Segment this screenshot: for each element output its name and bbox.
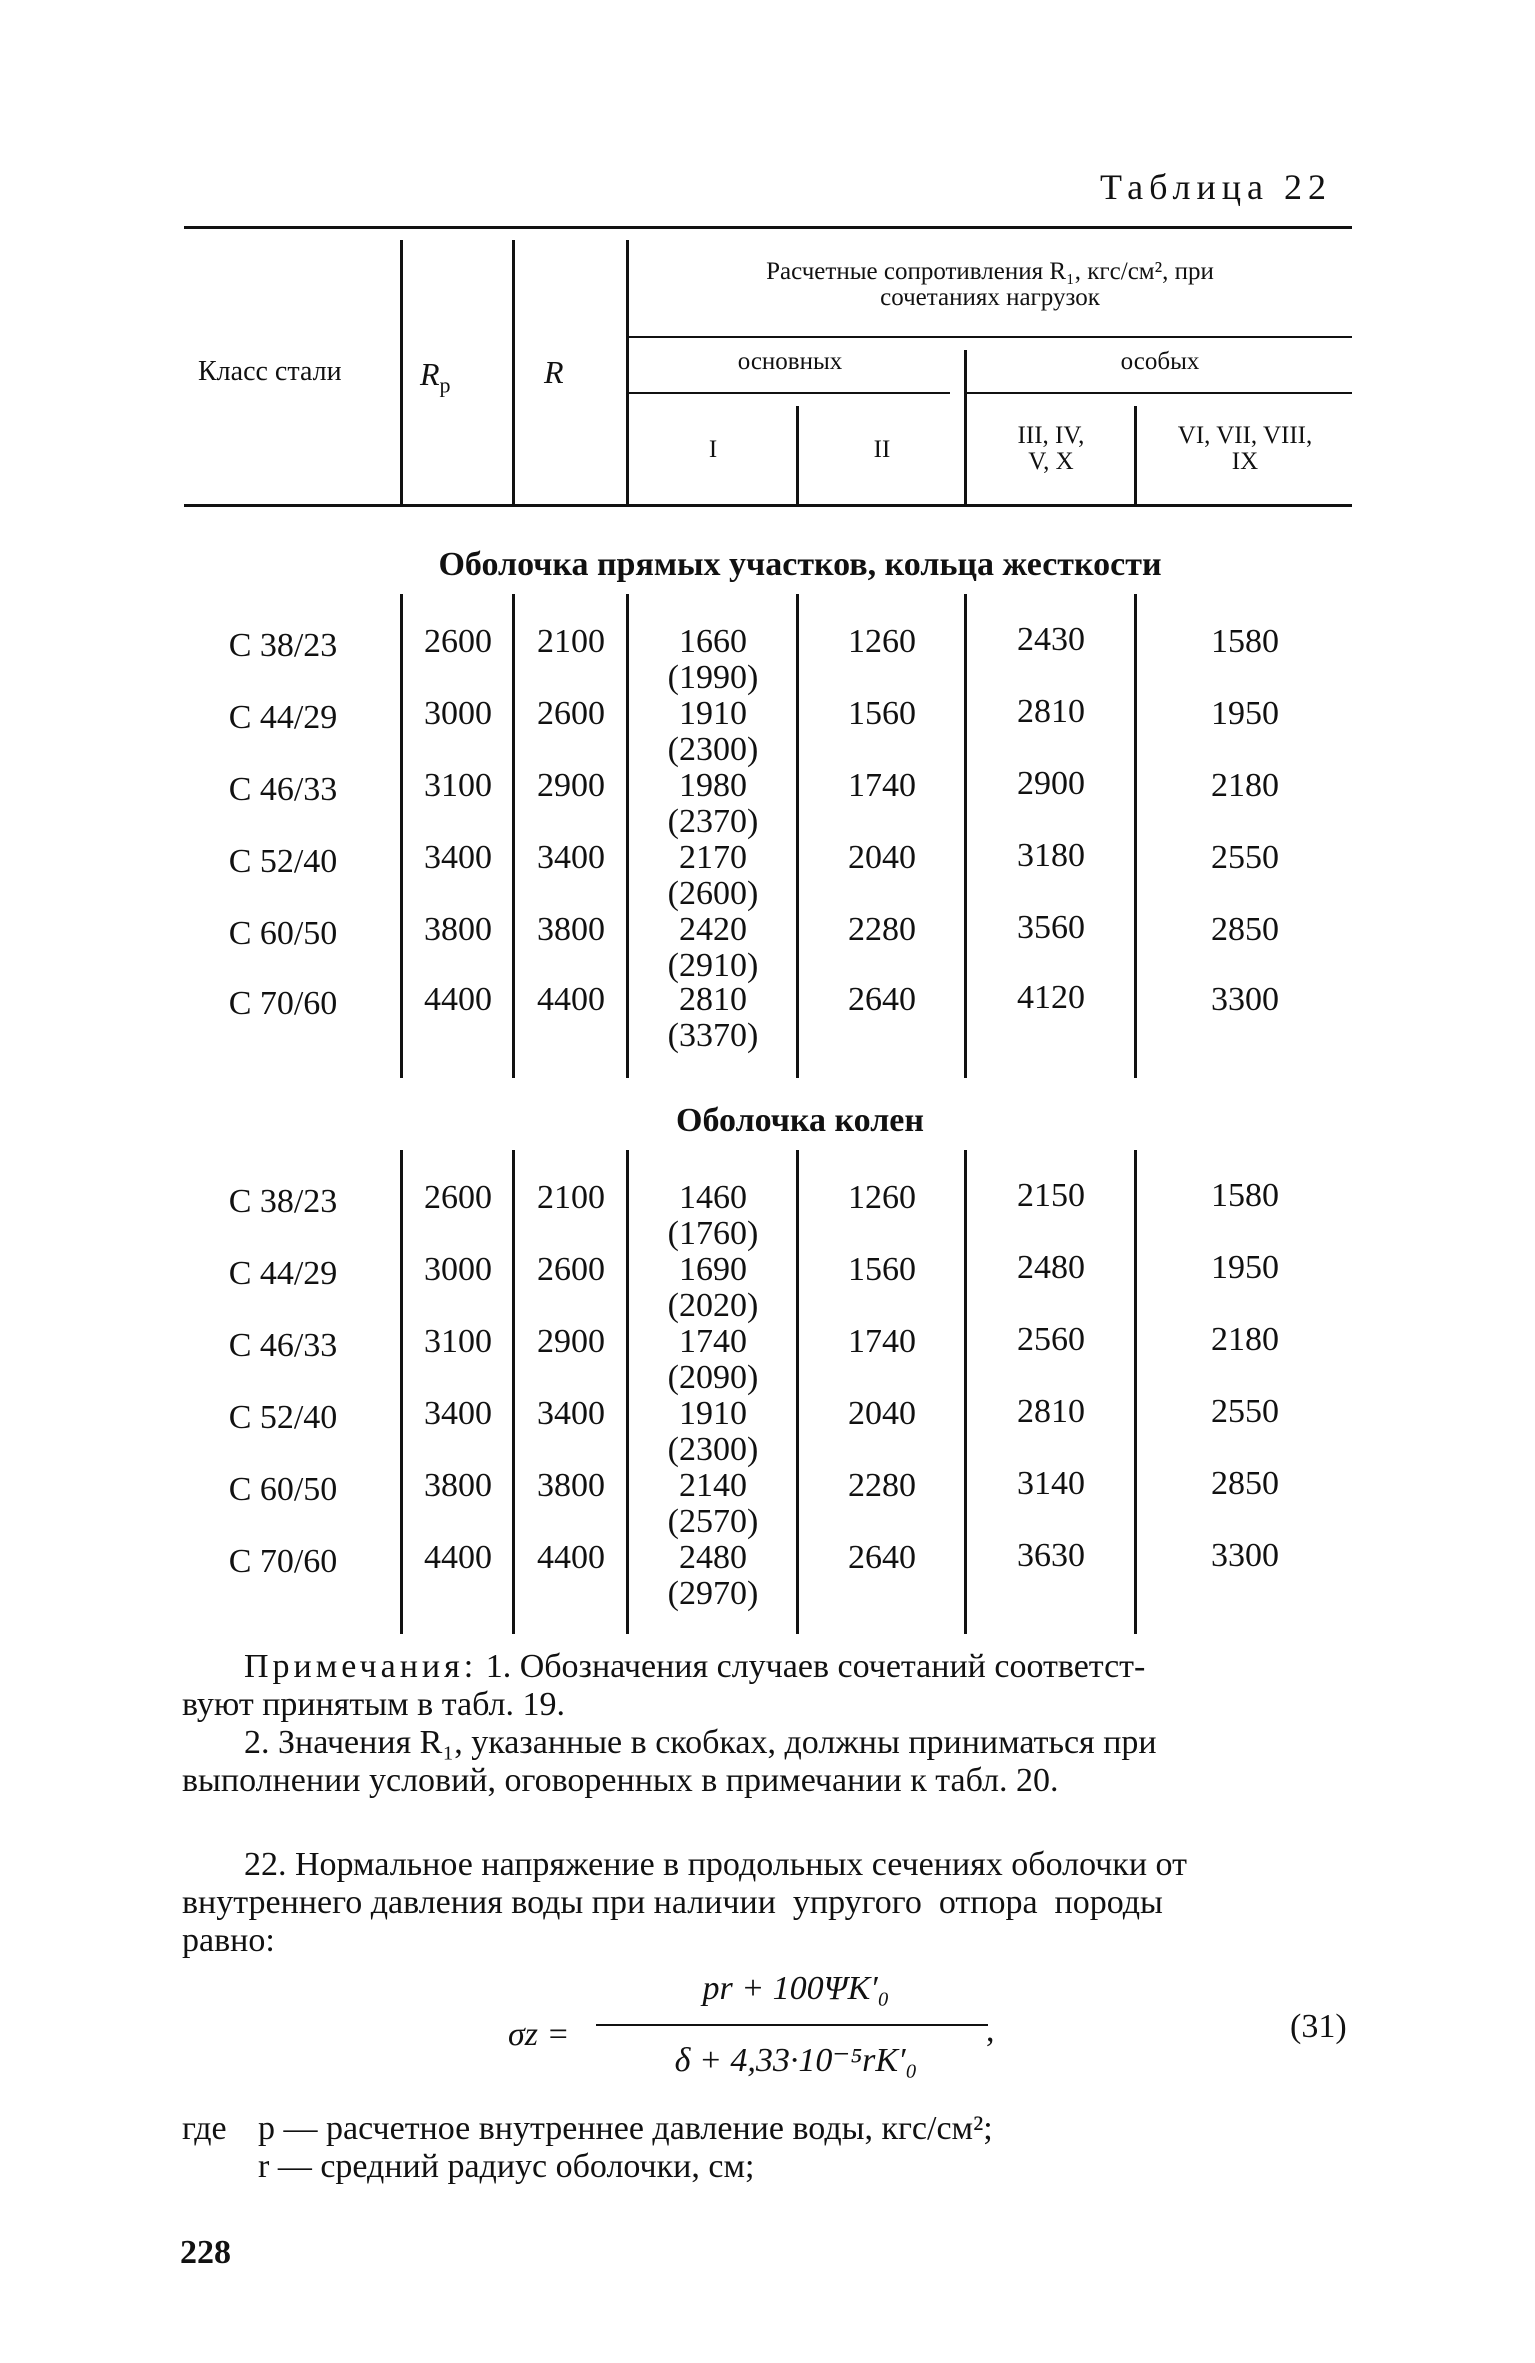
note-1-a: 1. Обозначения случаев сочетаний соответст- xyxy=(485,1648,1146,1685)
header-col-iii-line2: V, X xyxy=(1028,448,1074,475)
header-col-vi-line2: IX xyxy=(1231,448,1259,475)
s1-r1-i: 1910 xyxy=(679,695,747,732)
header-rp: $R_р$ xyxy=(420,356,451,398)
s2-r3-r: 3400 xyxy=(537,1395,605,1432)
header-col-i: I xyxy=(708,436,718,463)
s1-r3-ii: 2040 xyxy=(848,839,916,876)
s1-r3-class: С 52/40 xyxy=(228,843,338,880)
s1-r3-rp: 3400 xyxy=(424,839,492,876)
s2-r1-ii: 1560 xyxy=(848,1251,916,1288)
s1-r4-r: 3800 xyxy=(537,911,605,948)
s2-r1-rp: 3000 xyxy=(424,1251,492,1288)
s1-r2-i: 1980 xyxy=(679,767,747,804)
s2-r5-class: С 70/60 xyxy=(228,1543,338,1580)
s1-r0-ii: 1260 xyxy=(848,623,916,660)
s2-r5-iii: 3630 xyxy=(1017,1537,1085,1574)
formula-numerator: pr + 100ΨK′₀ xyxy=(702,1970,890,2007)
s2-r3-i-alt: (2300) xyxy=(667,1431,759,1468)
s1-r3-iii: 3180 xyxy=(1017,837,1085,874)
header-col-iii-line1: III, IV, xyxy=(1017,422,1085,449)
s1-r2-ii: 1740 xyxy=(848,767,916,804)
s1-r4-ii: 2280 xyxy=(848,911,916,948)
header-sep-3 xyxy=(626,240,629,504)
header-sep-1 xyxy=(400,240,403,504)
header-bottom-rule xyxy=(184,504,1352,507)
header-rule-special xyxy=(966,392,1352,394)
s2-r3-class: С 52/40 xyxy=(228,1399,338,1436)
s2-r3-rp: 3400 xyxy=(424,1395,492,1432)
header-sep-2 xyxy=(512,240,515,504)
header-col-vi-line1: VI, VII, VIII, xyxy=(1177,422,1313,449)
s1-r0-rp: 2600 xyxy=(424,623,492,660)
s2-r0-ii: 1260 xyxy=(848,1179,916,1216)
formula-fraction-bar xyxy=(596,2024,988,2026)
s1-r5-i-alt: (3370) xyxy=(667,1017,759,1054)
s1-sep-3 xyxy=(626,594,629,1078)
s2-r1-vi: 1950 xyxy=(1211,1249,1279,1286)
s1-r2-i-alt: (2370) xyxy=(667,803,759,840)
where-p-def: p — расчетное внутреннее давление воды, кгс/см²; xyxy=(258,2110,993,2147)
s2-r5-i-alt: (2970) xyxy=(667,1575,759,1612)
s1-r4-vi: 2850 xyxy=(1211,911,1279,948)
table-top-rule xyxy=(184,226,1352,229)
s2-r2-rp: 3100 xyxy=(424,1323,492,1360)
s1-r5-ii: 2640 xyxy=(848,981,916,1018)
s1-sep-4 xyxy=(796,594,799,1078)
s1-r4-i-alt: (2910) xyxy=(667,947,759,984)
s1-r4-iii: 3560 xyxy=(1017,909,1085,946)
s2-r1-iii: 2480 xyxy=(1017,1249,1085,1286)
s2-r4-r: 3800 xyxy=(537,1467,605,1504)
header-steel-class: Класс стали xyxy=(198,356,342,387)
header-main-group: основных xyxy=(737,348,843,375)
formula-number: (31) xyxy=(1290,2008,1347,2045)
header-rule-main-special xyxy=(628,336,1352,338)
s1-r0-r: 2100 xyxy=(537,623,605,660)
s1-r5-i: 2810 xyxy=(679,981,747,1018)
s1-r3-vi: 2550 xyxy=(1211,839,1279,876)
s1-r2-r: 2900 xyxy=(537,767,605,804)
header-resistance-line1: Расчетные сопротивления R₁, кгс/см², при xyxy=(766,258,1214,285)
header-col-ii: II xyxy=(873,436,891,463)
para22-line-3: равно: xyxy=(182,1922,275,1959)
s2-r1-i-alt: (2020) xyxy=(667,1287,759,1324)
s2-r4-ii: 2280 xyxy=(848,1467,916,1504)
s1-r5-vi: 3300 xyxy=(1211,981,1279,1018)
s1-r1-i-alt: (2300) xyxy=(667,731,759,768)
s2-r2-class: С 46/33 xyxy=(228,1327,338,1364)
s2-r5-ii: 2640 xyxy=(848,1539,916,1576)
para22-line-2: внутреннего давления воды при наличии упругого отпора породы xyxy=(182,1884,1163,1921)
s2-r4-vi: 2850 xyxy=(1211,1465,1279,1502)
s1-r2-rp: 3100 xyxy=(424,767,492,804)
s1-r3-r: 3400 xyxy=(537,839,605,876)
s2-sep-3 xyxy=(626,1150,629,1634)
s2-sep-4 xyxy=(796,1150,799,1634)
para22-line-1: 22. Нормальное напряжение в продольных сечениях оболочки от xyxy=(244,1846,1187,1883)
s2-sep-2 xyxy=(512,1150,515,1634)
s2-r2-i-alt: (2090) xyxy=(667,1359,759,1396)
section-title-elbows: Оболочка колен xyxy=(676,1102,924,1139)
s1-r1-r: 2600 xyxy=(537,695,605,732)
s1-r0-vi: 1580 xyxy=(1211,623,1279,660)
s1-r0-class: С 38/23 xyxy=(228,627,338,664)
s1-r4-rp: 3800 xyxy=(424,911,492,948)
s2-r0-i-alt: (1760) xyxy=(667,1215,759,1252)
notes-line-1 xyxy=(244,1648,1354,1686)
s1-r4-class: С 60/50 xyxy=(228,915,338,952)
formula-denominator: δ + 4,33·10⁻⁵rK′₀ xyxy=(674,2042,918,2079)
note-2-b: выполнении условий, оговоренных в примечании к табл. 20. xyxy=(182,1762,1059,1799)
s1-r5-rp: 4400 xyxy=(424,981,492,1018)
s2-r0-rp: 2600 xyxy=(424,1179,492,1216)
section-title-straight: Оболочка прямых участков, кольца жесткости xyxy=(438,546,1162,583)
s1-r1-vi: 1950 xyxy=(1211,695,1279,732)
s2-r2-r: 2900 xyxy=(537,1323,605,1360)
s2-r2-ii: 1740 xyxy=(848,1323,916,1360)
note-1-b: вуют принятым в табл. 19. xyxy=(182,1686,565,1723)
s1-r1-iii: 2810 xyxy=(1017,693,1085,730)
formula-comma: , xyxy=(986,2012,995,2049)
page-number: 228 xyxy=(180,2234,231,2271)
s2-r4-rp: 3800 xyxy=(424,1467,492,1504)
s2-r1-class: С 44/29 xyxy=(228,1255,338,1292)
s1-sep-1 xyxy=(400,594,403,1078)
header-rule-main xyxy=(628,392,950,394)
s2-r5-r: 4400 xyxy=(537,1539,605,1576)
s2-r1-r: 2600 xyxy=(537,1251,605,1288)
s1-r5-class: С 70/60 xyxy=(228,985,338,1022)
s2-sep-5 xyxy=(964,1150,967,1634)
table-title: Таблица 22 xyxy=(1100,167,1332,207)
s1-sep-5 xyxy=(964,594,967,1078)
s2-r5-i: 2480 xyxy=(679,1539,747,1576)
header-special-group: особых xyxy=(1120,348,1200,375)
s2-r1-i: 1690 xyxy=(679,1251,747,1288)
header-r: R xyxy=(544,354,564,390)
s2-r2-vi: 2180 xyxy=(1211,1321,1279,1358)
s1-r1-ii: 1560 xyxy=(848,695,916,732)
s1-r5-iii: 4120 xyxy=(1017,979,1085,1016)
s1-r4-i: 2420 xyxy=(679,911,747,948)
note-2-a: 2. Значения R₁, указанные в скобках, должны приниматься при xyxy=(244,1724,1157,1761)
s1-r3-i: 2170 xyxy=(679,839,747,876)
s1-r2-iii: 2900 xyxy=(1017,765,1085,802)
s2-r0-i: 1460 xyxy=(679,1179,747,1216)
s2-r5-rp: 4400 xyxy=(424,1539,492,1576)
s1-r5-r: 4400 xyxy=(537,981,605,1018)
s2-r4-class: С 60/50 xyxy=(228,1471,338,1508)
s2-r2-iii: 2560 xyxy=(1017,1321,1085,1358)
s2-sep-1 xyxy=(400,1150,403,1634)
notes-label: Примечания: xyxy=(244,1648,478,1685)
s2-r3-i: 1910 xyxy=(679,1395,747,1432)
s2-r0-iii: 2150 xyxy=(1017,1177,1085,1214)
s2-sep-6 xyxy=(1134,1150,1137,1634)
s2-r4-i-alt: (2570) xyxy=(667,1503,759,1540)
s1-r2-vi: 2180 xyxy=(1211,767,1279,804)
s1-r0-iii: 2430 xyxy=(1017,621,1085,658)
header-resistance-line2: сочетаниях нагрузок xyxy=(880,284,1100,311)
s1-r3-i-alt: (2600) xyxy=(667,875,759,912)
s2-r4-iii: 3140 xyxy=(1017,1465,1085,1502)
where-r-def: r — средний радиус оболочки, см; xyxy=(258,2148,755,2185)
s2-r2-i: 1740 xyxy=(679,1323,747,1360)
s1-r1-class: С 44/29 xyxy=(228,699,338,736)
s2-r0-class: С 38/23 xyxy=(228,1183,338,1220)
header-sep-5 xyxy=(964,350,967,504)
s1-r1-rp: 3000 xyxy=(424,695,492,732)
s2-r3-iii: 2810 xyxy=(1017,1393,1085,1430)
formula-lhs: σz = xyxy=(508,2016,570,2053)
s1-r2-class: С 46/33 xyxy=(228,771,338,808)
s1-r0-i-alt: (1990) xyxy=(667,659,759,696)
s2-r3-ii: 2040 xyxy=(848,1395,916,1432)
s1-r0-i: 1660 xyxy=(679,623,747,660)
s2-r0-r: 2100 xyxy=(537,1179,605,1216)
s1-sep-2 xyxy=(512,594,515,1078)
header-sep-6 xyxy=(1134,406,1137,504)
s2-r4-i: 2140 xyxy=(679,1467,747,1504)
s1-sep-6 xyxy=(1134,594,1137,1078)
where-word: где xyxy=(182,2110,227,2147)
header-sep-4 xyxy=(796,406,799,504)
s2-r0-vi: 1580 xyxy=(1211,1177,1279,1214)
s2-r3-vi: 2550 xyxy=(1211,1393,1279,1430)
s2-r5-vi: 3300 xyxy=(1211,1537,1279,1574)
